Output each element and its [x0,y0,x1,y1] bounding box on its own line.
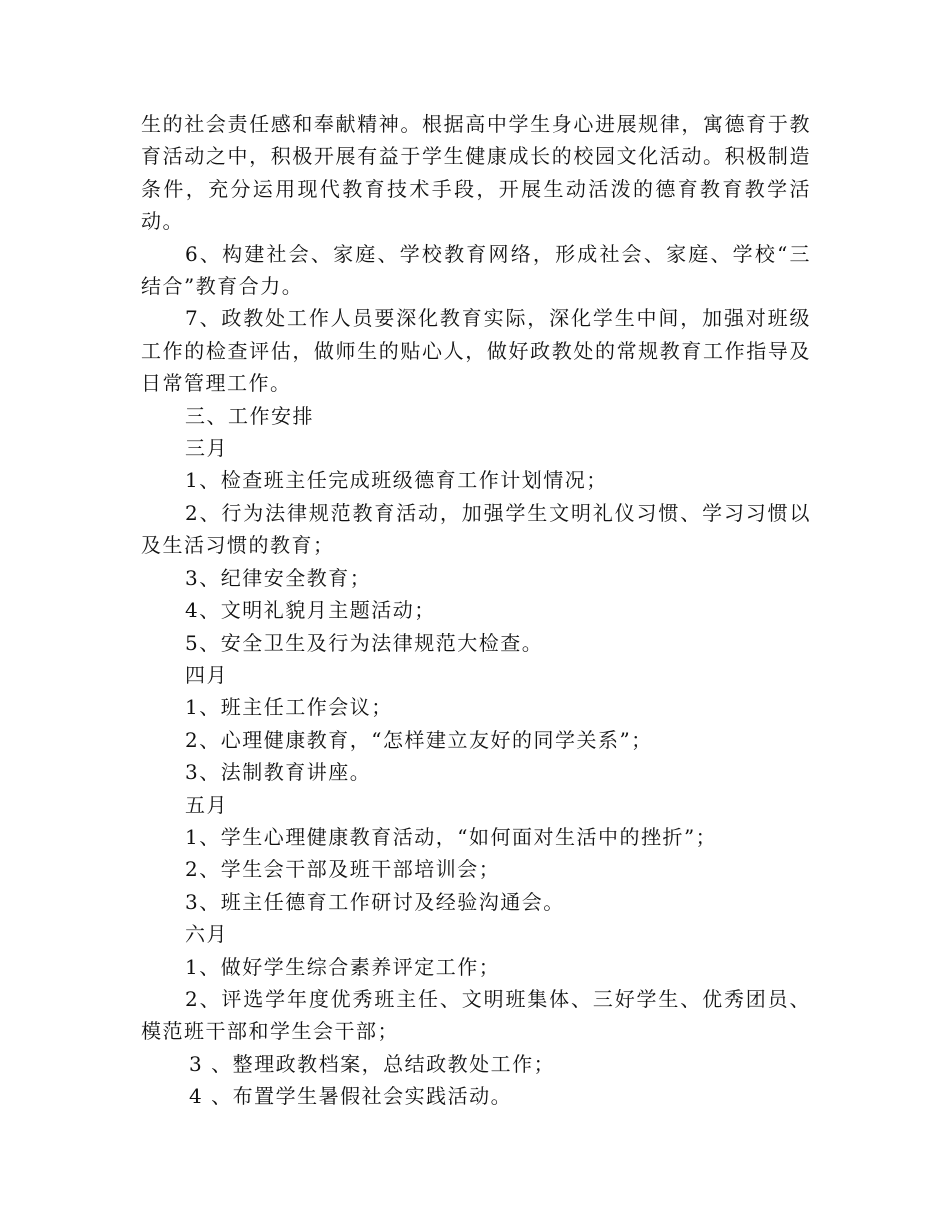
march-item-5: 5、安全卫生及行为法律规范大检查。 [185,630,544,655]
may-item-1: 1、学生心理健康教育活动，“如何面对生活中的挫折”； [185,824,718,849]
may-item-2: 2、学生会干部及班干部培训会； [185,857,501,882]
section-3-heading: 三、工作安排 [185,403,314,428]
march-item-4: 4、文明礼貌月主题活动； [185,598,436,623]
june-item-2: 2、评选学年度优秀班主任、文明班集体、三好学生、优秀团员、模范班干部和学生会干部； [141,986,811,1044]
april-heading: 四月 [185,662,228,687]
march-item-3: 3、纪律安全教育； [185,565,372,590]
may-item-3: 3、班主任德育工作研讨及经验沟通会。 [185,889,565,914]
document-body [141,108,811,1113]
june-item-1: 1、做好学生综合素养评定工作； [185,954,501,979]
intro-continuation-paragraph: 生的社会责任感和奉献精神。根据高中学生身心进展规律，寓德育于教育活动之中，积极开展有益于学生健康成长的校园文化活动。积极制造条件，充分运用现代教育技术手段，开展生动活泼的德育教育教学活动。 [141,112,811,234]
may-heading: 五月 [185,792,228,817]
april-item-3: 3、法制教育讲座。 [185,760,372,785]
june-heading: 六月 [185,922,228,947]
item-6-paragraph: 6、构建社会、家庭、学校教育网络，形成社会、家庭、学校“三结合”教育合力。 [141,241,811,299]
june-item-3: 3 、整理政教档案，总结政教处工作； [189,1051,556,1076]
april-item-2: 2、心理健康教育，“怎样建立友好的同学关系”； [185,727,653,752]
item-7-paragraph: 7、政教处工作人员要深化教育实际，深化学生中间，加强对班级工作的检查评估，做师生的贴心人，做好政教处的常规教育工作指导及日常管理工作。 [141,306,811,396]
march-item-1: 1、检查班主任完成班级德育工作计划情况； [185,468,608,493]
june-item-4: 4 、布置学生暑假社会实践活动。 [189,1084,513,1109]
march-item-2: 2、行为法律规范教育活动，加强学生文明礼仪习惯、学习习惯以及生活习惯的教育； [141,500,811,558]
april-item-1: 1、班主任工作会议； [185,695,393,720]
march-heading: 三月 [185,436,228,461]
